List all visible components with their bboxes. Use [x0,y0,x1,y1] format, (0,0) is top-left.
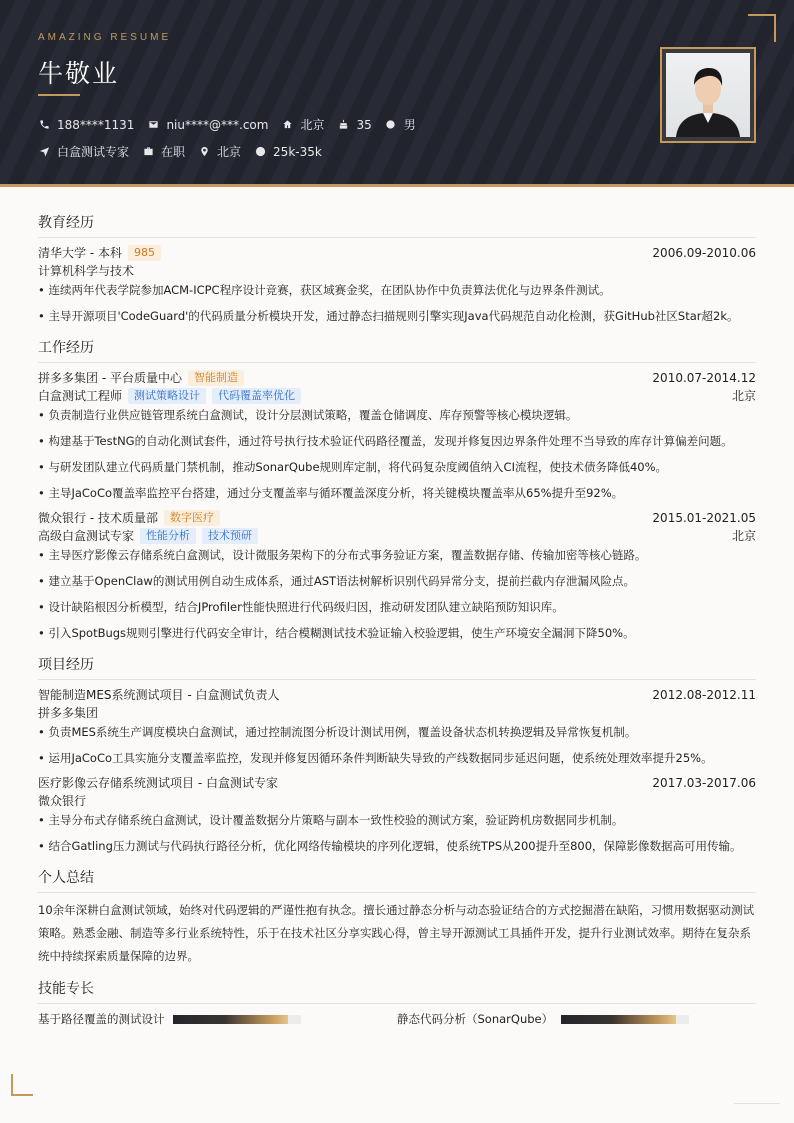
brand-label: AMAZING RESUME [38,32,172,43]
age-text: 35 [356,117,372,132]
name-underline [38,94,80,96]
skill-level-fill [173,1015,288,1024]
list-item: • 运用JaCoCo工具实施分支覆盖率监控，发现并修复因循环条件判断缺失导致的产线数据同步延迟问题，使系统处理效率提升25%。 [38,751,713,765]
project-header [38,774,756,792]
company-name: 拼多多集团 - 平台质量中心 [38,371,182,385]
gender-icon [385,119,397,131]
corner-decoration [748,14,776,42]
list-item: • 构建基于TestNG的自动化测试套件，通过符号执行技术验证代码路径覆盖，发现并修复因边界条件处理不当导致的库存计算偏差问题。 [38,434,733,448]
skill-tag: 性能分析 [140,528,196,544]
skill-name: 基于路径覆盖的测试设计 [38,1012,165,1026]
work-city: 北京 [731,529,756,543]
work-bullets [38,405,756,504]
list-item: • 建立基于OpenClaw的测试用例自动生成体系，通过AST语法树解析识别代码异常分支，提前拦截内存泄漏风险点。 [38,574,636,588]
list-item: • 主导开源项目'CodeGuard'的代码质量分析模块开发，通过静态扫描规则引擎实现Java代码规范自动化检测，获GitHub社区Star超2k。 [38,309,739,323]
location-pin-icon [198,146,210,158]
skills-list [38,1010,756,1028]
list-item: • 连续两年代表学院参加ACM-ICPC程序设计竞赛，获区域赛金奖，在团队协作中负责算法优化与边界条件测试。 [38,283,611,297]
list-item: • 主导JaCoCo覆盖率监控平台搭建，通过分支覆盖率与循环覆盖深度分析，将关键模块覆盖率从65%提升至92%。 [38,486,624,500]
skill-item [397,1010,756,1028]
header-accent-line [0,184,794,187]
list-item: • 结合Gatling压力测试与代码执行路径分析，优化网络传输模块的序列化逻辑，使系统TPS从200提升至800，保障影像数据高可用传输。 [38,839,742,853]
work-role-row [38,387,756,405]
list-item: • 主导分布式存储系统白盒测试，设计覆盖数据分片策略与副本一致性校验的测试方案，验证跨机房数据同步机制。 [38,813,624,827]
work-role-row [38,527,756,545]
cake-icon [337,119,349,131]
summary-text: 10余年深耕白盒测试领域，始终对代码逻辑的严谨性抱有执念。擅长通过静态分析与动态验证结合的方式挖掘潜在缺陷，习惯用数据驱动测试策略。熟悉金融、制造等多行业系统特性，乐于在技术社区分享实践心得，曾主导开源测试工具插件开发，提升行业测试效率。期待在复杂系统中持续探索质量保障的边界。 [38,903,755,963]
work-bullets [38,545,756,644]
project-date: 2017.03-2017.06 [652,776,756,790]
work-city: 北京 [731,389,756,403]
industry-tag: 数字医疗 [164,510,220,526]
project-title: 医疗影像云存储系统测试项目 - 白盒测试专家 [38,776,278,790]
list-item: • 设计缺陷根因分析模型，结合JProfiler性能快照进行代码级归因，推动研发团队建立缺陷预防知识库。 [38,600,564,614]
work-entry-header [38,509,756,527]
school-tag: 985 [128,245,161,261]
list-item: • 引入SpotBugs规则引擎进行代码安全审计，结合模糊测试技术验证输入校验逻辑，使生产环境安全漏洞下降50%。 [38,626,635,640]
resume-body [38,204,756,1028]
work-section-title: 工作经历 [38,337,756,363]
project-title: 智能制造MES系统测试项目 - 白盒测试负责人 [38,688,280,702]
mail-icon [147,119,159,131]
candidate-name: 牛敬业 [38,59,120,88]
project-bullets [38,810,756,857]
company-name: 微众银行 - 技术质量部 [38,511,158,525]
job-info-row [38,143,335,160]
city-info [198,143,241,160]
gender-info [385,116,416,133]
skills-section-title: 技能专长 [38,978,756,1004]
work-entry-header [38,369,756,387]
list-item: • 负责MES系统生产调度模块白盒测试，通过控制流图分析设计测试用例，覆盖设备状态机转换逻辑及异常恢复机制。 [38,725,637,739]
briefcase-icon [142,146,154,158]
skill-level-bar [561,1015,689,1024]
project-section-title: 项目经历 [38,654,756,680]
skill-tag: 代码覆盖率优化 [212,388,301,404]
project-bullets [38,722,756,769]
industry-tag: 智能制造 [188,370,244,386]
education-header [38,244,756,262]
phone-icon [38,119,50,131]
summary-section-title: 个人总结 [38,867,756,893]
education-major: 计算机科学与技术 [38,264,135,278]
work-date: 2015.01-2021.05 [652,511,756,525]
status-text: 在职 [161,145,186,159]
skill-level-fill [561,1015,676,1024]
person-portrait-icon [666,53,750,137]
skill-tag: 测试策略设计 [128,388,206,404]
job-role: 高级白盒测试专家 [38,529,135,543]
gender-text: 男 [403,118,416,132]
project-company: 微众银行 [38,794,87,808]
education-date: 2006.09-2010.06 [652,246,756,260]
salary-info [254,145,322,159]
work-date: 2010.07-2014.12 [652,371,756,385]
job-role: 白盒测试工程师 [38,389,123,403]
skill-name: 静态代码分析（SonarQube） [397,1012,554,1026]
position-text: 白盒测试专家 [57,145,130,159]
phone-text: 188****1131 [57,117,135,132]
footer-rule [734,1103,780,1104]
profile-photo-frame [660,47,756,143]
skill-tag: 技术预研 [202,528,258,544]
education-section-title: 教育经历 [38,212,756,238]
send-icon [38,146,50,158]
skill-level-bar [173,1015,301,1024]
avatar [666,53,750,137]
list-item: • 与研发团队建立代码质量门禁机制，推动SonarQube规则库定制，将代码复杂度阈值纳入CI流程，使技术债务降低40%。 [38,460,668,474]
corner-decoration [11,1074,33,1096]
contact-info-row [38,116,429,133]
list-item: • 负责制造行业供应链管理系统白盒测试，设计分层测试策略，覆盖仓储调度、库存预警等核心模块逻辑。 [38,408,578,422]
salary-text: 25k-35k [273,144,322,159]
city-text: 北京 [217,145,242,159]
school-name: 清华大学 - 本科 [38,246,122,260]
phone-info [38,118,134,132]
project-company: 拼多多集团 [38,706,99,720]
status-info [142,143,185,160]
email-text: niu****@***.com [166,117,269,132]
money-icon [254,146,266,158]
project-header [38,686,756,704]
home-icon [281,119,293,131]
list-item: • 主导医疗影像云存储系统白盒测试，设计微服务架构下的分布式事务验证方案，覆盖数据存储、传输加密等核心链路。 [38,548,647,562]
education-bullets [38,280,756,327]
home-info [281,116,324,133]
skill-item [38,1010,397,1028]
project-date: 2012.08-2012.11 [652,688,756,702]
home-text: 北京 [300,118,325,132]
position-info [38,143,129,160]
email-info [147,118,268,132]
age-info [337,118,371,132]
